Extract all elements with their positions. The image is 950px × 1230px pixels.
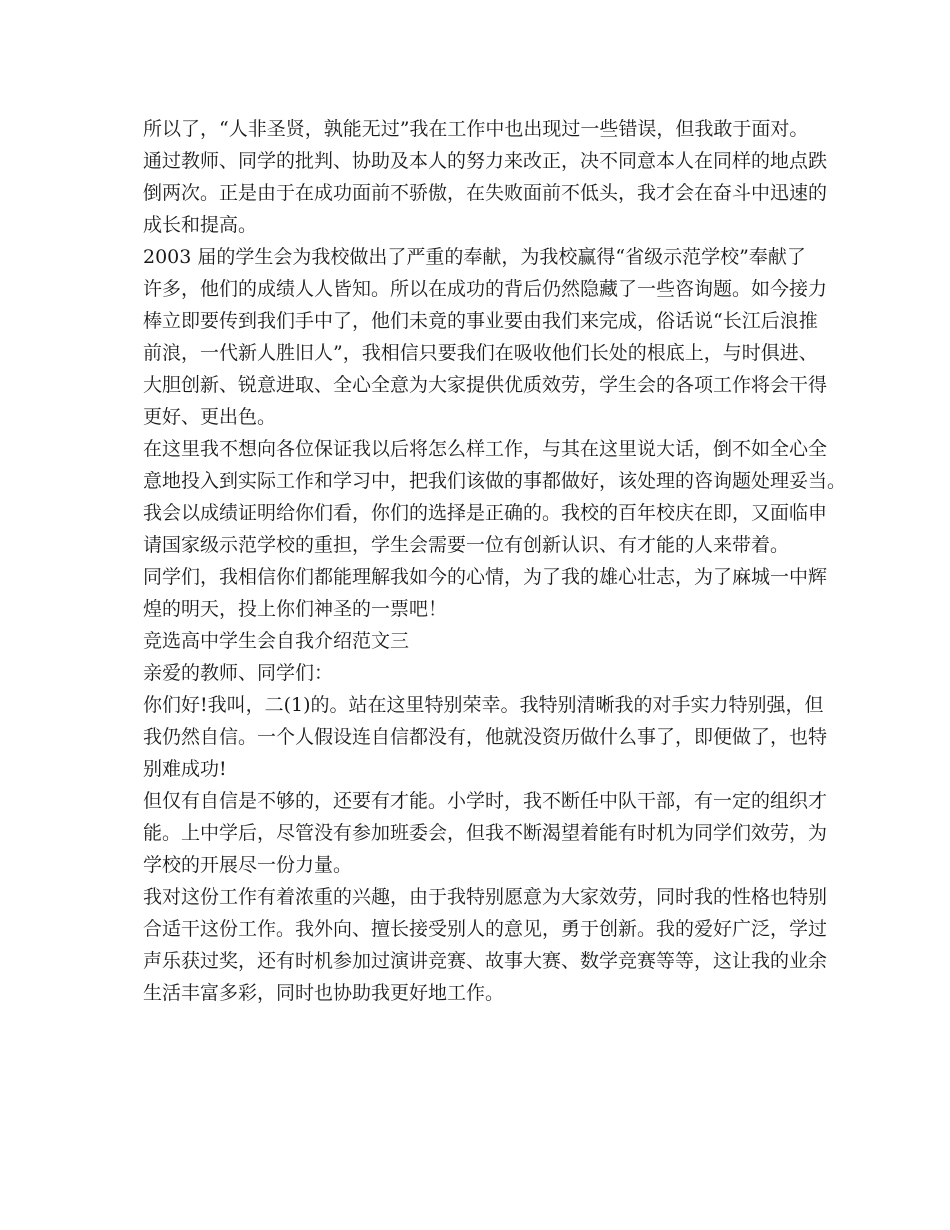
- paragraph-4: [143, 561, 828, 625]
- text-line: 生活丰富多彩，同时也协助我更好地工作。: [143, 982, 505, 1004]
- text-line: 通过教师、同学的批判、协助及本人的努力来改正，决不同意本人在同样的地点跌: [143, 150, 828, 172]
- text-line: 成长和提高。: [143, 214, 258, 236]
- text-line: 但仅有自信是不够的，还要有才能。小学时，我不断任中队干部，有一定的组织才: [143, 790, 828, 812]
- text-line: 合适干这份工作。我外向、擅长接受别人的意见，勇于创新。我的爱好广泛，学过: [143, 918, 828, 940]
- paragraph-3: [143, 433, 847, 561]
- paragraph-7: [143, 881, 828, 1009]
- text-line: 同学们，我相信你们都能理解我如今的心情，为了我的雄心壮志，为了麻城一中辉: [143, 566, 828, 588]
- text-line: 许多，他们的成绩人人皆知。所以在成功的背后仍然隐藏了一些咨询题。如今接力: [143, 278, 828, 300]
- paragraph-6: [143, 785, 828, 881]
- text-line: 请国家级示范学校的重担，学生会需要一位有创新认识、有才能的人来带着。: [143, 534, 790, 556]
- text-line: 学校的开展尽一份力量。: [143, 854, 353, 876]
- text-line: 倒两次。正是由于在成功面前不骄傲，在失败面前不低头，我才会在奋斗中迅速的: [143, 182, 828, 204]
- section-heading: [143, 625, 823, 657]
- text-line: 声乐获过奖，还有时机参加过演讲竞赛、故事大赛、数学竞赛等等，这让我的业余: [143, 950, 828, 972]
- text-line: 煌的明天，投上你们神圣的一票吧！: [143, 598, 448, 620]
- text-line: 能。上中学后，尽管没有参加班委会，但我不断渴望着能有时机为同学们效劳，为: [143, 822, 828, 844]
- text-line: 2003 届的学生会为我校做出了严重的奉献，为我校赢得“省级示范学校”奉献了: [143, 246, 806, 268]
- text-line: 所以了，“人非圣贤，孰能无过”我在工作中也出现过一些错误，但我敢于面对。: [143, 118, 809, 140]
- salutation: [143, 657, 823, 689]
- text-line: 我仍然自信。一个人假设连自信都没有，他就没资历做什么事了，即便做了，也特: [143, 726, 828, 748]
- text-line: 在这里我不想向各位保证我以后将怎么样工作，与其在这里说大话，倒不如全心全: [143, 438, 828, 460]
- section-title: 竞选高中学生会自我介绍范文三: [143, 630, 410, 652]
- document-body: [143, 113, 847, 1009]
- text-line: 你们好!我叫，二(1)的。站在这里特别荣幸。我特别清晰我的对手实力特别强，但: [143, 694, 824, 716]
- text-line: 棒立即要传到我们手中了，他们未竟的事业要由我们来完成，俗话说“长江后浪推: [143, 310, 818, 332]
- text-line: 更好、更出色。: [143, 406, 277, 428]
- paragraph-5: [143, 689, 828, 785]
- salutation-text: 亲爱的教师、同学们：: [143, 662, 334, 684]
- paragraph-2: [143, 241, 828, 433]
- text-line: 我会以成绩证明给你们看，你们的选择是正确的。我校的百年校庆在即，又面临申: [143, 502, 828, 524]
- text-line: 别难成功!: [143, 758, 227, 780]
- text-line: 我对这份工作有着浓重的兴趣，由于我特别愿意为大家效劳，同时我的性格也特别: [143, 886, 828, 908]
- paragraph-1: [143, 113, 828, 241]
- text-line: 大胆创新、锐意进取、全心全意为大家提供优质效劳，学生会的各项工作将会干得: [143, 374, 828, 396]
- text-line: 前浪，一代新人胜旧人”，我相信只要我们在吸收他们长处的根底上，与时俱进、: [143, 342, 818, 364]
- text-line: 意地投入到实际工作和学习中，把我们该做的事都做好，该处理的咨询题处理妥当。: [143, 470, 847, 492]
